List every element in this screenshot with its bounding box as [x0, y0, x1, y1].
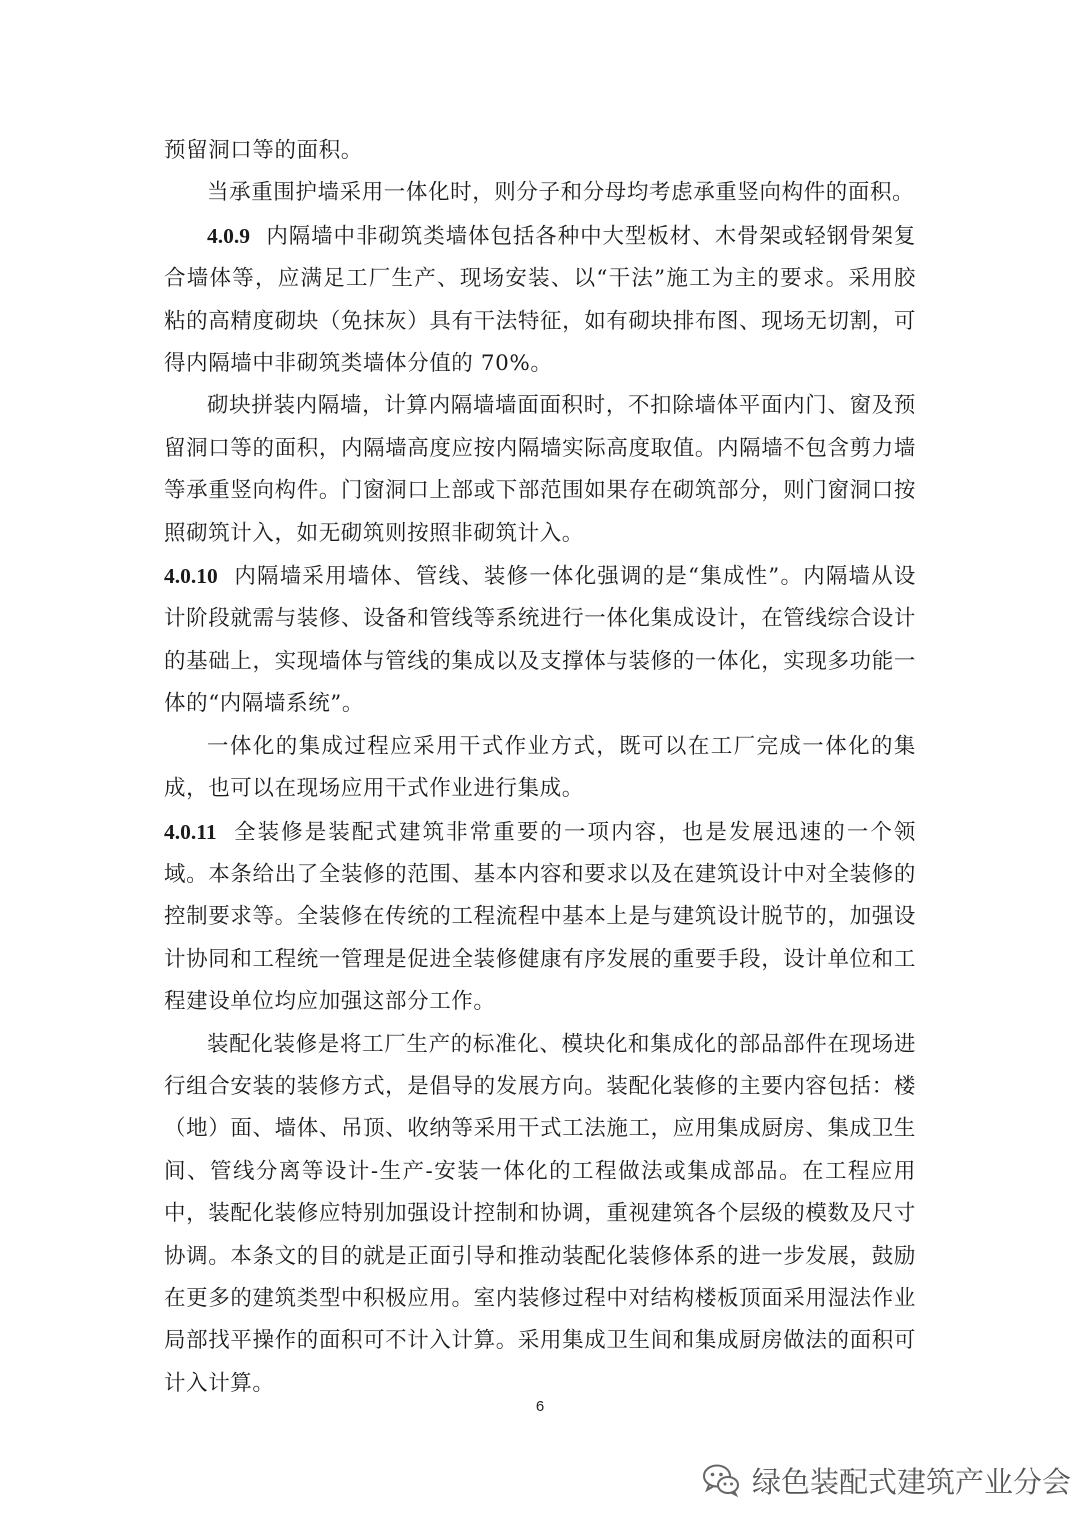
clause-number: 4.0.9: [207, 223, 250, 248]
clause-text: 全装修是装配式建筑非常重要的一项内容，也是发展迅速的一个领域。本条给出了全装修的范围、基本内容和要求以及在建筑设计中对全装修的控制要求等。全装修在传统的工程流程中基本上是与建筑设计脱节的，加强设计协同和工程统一管理是促进全装修健康有序发展的重要手段，设计单位和工程建设单位均应加强这部分工作。: [164, 819, 916, 1015]
paragraph-integrated-wall: 当承重围护墙采用一体化时，则分子和分母均考虑承重竖向构件的面积。: [207, 180, 915, 206]
clause-number: 4.0.10: [164, 564, 218, 589]
clause-text: 内隔墙中非砌筑类墙体包括各种中大型板材、木骨架或轻钢骨架复合墙体等，应满足工厂生产、现场安装、以“干法”施工为主的要求。采用胶粘的高精度砌块（免抹灰）具有干法特征，如有砌块排布图、现场无切割，可得内隔墙中非砌筑类墙体分值的 70%。: [164, 223, 916, 377]
clause-number: 4.0.11: [164, 819, 217, 844]
body-text: [164, 130, 916, 1405]
clause-4-0-10: [164, 555, 916, 726]
paragraph-dry-process: 一体化的集成过程应采用干式作业方式，既可以在工厂完成一体化的集成，也可以在现场应用干式作业进行集成。: [164, 733, 916, 802]
paragraph-block-partition: 砌块拼装内隔墙，计算内隔墙墙面面积时，不扣除墙体平面内门、窗及预留洞口等的面积，内隔墙高度应按内隔墙实际高度取值。内隔墙不包含剪力墙等承重竖向构件。门窗洞口上部或下部范围如果存在砌筑部分，则门窗洞口按照砌筑计入，如无砌筑则按照非砌筑计入。: [164, 393, 916, 546]
clause-4-0-11: [164, 811, 916, 1024]
paragraph-continuation: 预留洞口等的面积。: [164, 138, 363, 163]
paragraph-assembled-decoration: 装配化装修是将工厂生产的标准化、模块化和集成化的部品部件在现场进行组合安装的装修方式，是倡导的发展方向。装配化装修的主要内容包括：楼（地）面、墙体、吊顶、收纳等采用干式工法施工，应用集成厨房、集成卫生间、管线分离等设计-生产-安装一体化的工程做法或集成部品。在工程应用中，装配化装修应特别加强设计控制和协调，重视建筑各个层级的模数及尺寸协调。本条文的目的就是正面引导和推动装配化装修体系的进一步发展，鼓励在更多的建筑类型中积极应用。室内装修过程中对结构楼板顶面采用湿法作业局部找平操作的面积可不计入计算。采用集成卫生间和集成厨房做法的面积可计入计算。: [164, 1031, 916, 1396]
page-number: 6: [535, 1398, 545, 1415]
clause-text: 内隔墙采用墙体、管线、装修一体化强调的是“集成性”。内隔墙从设计阶段就需与装修、设备和管线等系统进行一体化集成设计，在管线综合设计的基础上，实现墙体与管线的集成以及支撑体与装修的一体化，实现多功能一体的“内隔墙系统”。: [164, 564, 916, 717]
watermark: [700, 1455, 1071, 1505]
clause-4-0-9: [164, 215, 916, 386]
wechat-icon: [700, 1459, 742, 1501]
watermark-text: 绿色装配式建筑产业分会: [752, 1464, 1072, 1499]
